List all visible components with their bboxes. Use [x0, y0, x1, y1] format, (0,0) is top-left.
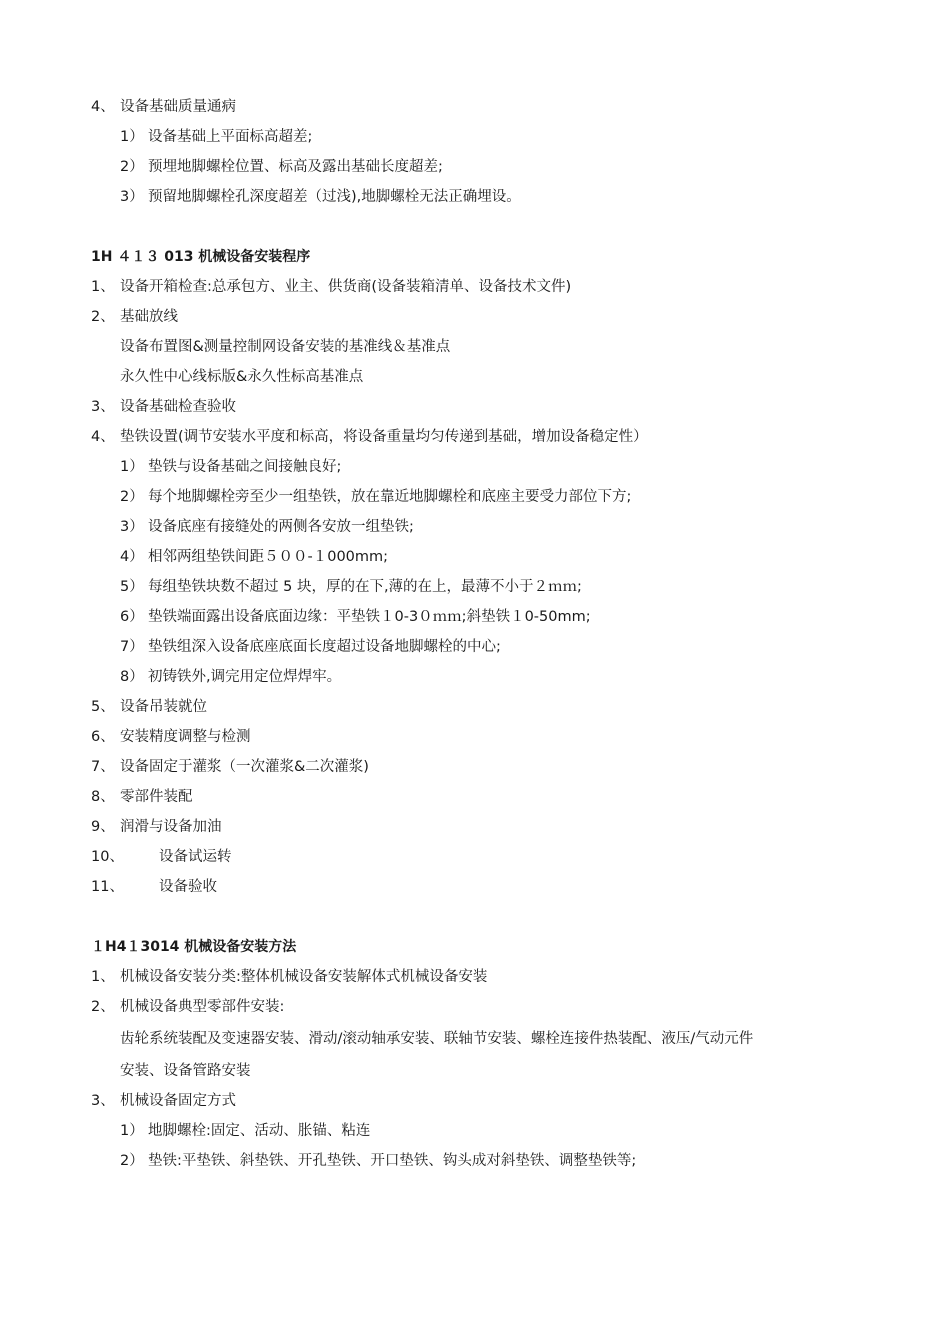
- list-text: 润滑与设备加油: [120, 819, 222, 835]
- list-number: 2、: [91, 309, 115, 325]
- list-number: 7）: [120, 639, 144, 655]
- list-text: 设备底座有接缝处的两侧各安放一组垫铁;: [148, 519, 414, 535]
- list-number: 6）: [120, 609, 144, 625]
- list-text: 垫铁组深入设备底座底面长度超过设备地脚螺栓的中心;: [148, 639, 501, 655]
- list-number: 9、: [91, 819, 115, 835]
- list-text: 预留地脚螺栓孔深度超差（过浅),地脚螺栓无法正确埋设。: [148, 189, 521, 205]
- list-item: [120, 517, 414, 537]
- list-number: 1、: [91, 279, 115, 295]
- list-item: [120, 637, 501, 657]
- list-text: 机械设备典型零部件安装:: [120, 999, 285, 1015]
- section-heading: 1H ４１３ 013 机械设备安装程序: [91, 249, 311, 265]
- list-item: [91, 727, 251, 747]
- list-text: 每组垫铁块数不超过 5 块，厚的在下,薄的在上，最薄不小于２ｍｍ;: [148, 579, 582, 595]
- list-number: 5）: [120, 579, 144, 595]
- paragraph-line: 设备布置图&测量控制网设备安装的基准线＆基准点: [120, 339, 451, 355]
- list-number: 1）: [120, 129, 144, 145]
- list-item: [120, 1121, 370, 1141]
- list-text: 垫铁设置(调节安装水平度和标高，将设备重量均匀传递到基础，增加设备稳定性）: [120, 429, 648, 445]
- list-item: [120, 667, 341, 687]
- paragraph-line: 齿轮系统装配及变速器安装、滑动/滚动轴承安装、联轴节安装、螺栓连接件热装配、液压/气动元件: [120, 1031, 754, 1047]
- list-item: [91, 787, 193, 807]
- list-item: [120, 457, 341, 477]
- list-number: 5、: [91, 699, 115, 715]
- list-item: [120, 187, 521, 207]
- list-item: [91, 847, 232, 867]
- list-item: [120, 157, 443, 177]
- list-number: 2、: [91, 999, 115, 1015]
- list-text: 垫铁与设备基础之间接触良好;: [148, 459, 342, 475]
- paragraph-line: 永久性中心线标版&永久性标高基准点: [120, 369, 364, 385]
- list-text: 地脚螺栓:固定、活动、胀锚、粘连: [148, 1123, 371, 1139]
- list-item: [91, 277, 571, 297]
- list-item: [91, 877, 217, 897]
- list-number: 8、: [91, 789, 115, 805]
- list-item: [120, 487, 631, 507]
- list-number: 8）: [120, 669, 144, 685]
- list-number: 7、: [91, 759, 115, 775]
- list-item: [120, 127, 312, 147]
- list-text: 机械设备固定方式: [120, 1093, 236, 1109]
- list-text: 设备吊装就位: [120, 699, 207, 715]
- section4-title: [91, 97, 236, 117]
- list-text: 初铸铁外,调完用定位焊焊牢。: [148, 669, 342, 685]
- list-number: 10、: [91, 849, 124, 865]
- list-number: 2）: [120, 159, 144, 175]
- list-number: 11、: [91, 879, 124, 895]
- list-number: 1）: [120, 1123, 144, 1139]
- section-heading: １H4１3014 机械设备安装方法: [91, 939, 297, 955]
- list-item: [91, 967, 487, 987]
- list-number: 1、: [91, 969, 115, 985]
- list-number: 4、: [91, 99, 115, 115]
- list-number: 4）: [120, 549, 144, 565]
- list-item: [120, 547, 388, 567]
- list-number: 2）: [120, 1153, 144, 1169]
- list-text: 设备基础质量通病: [120, 99, 236, 115]
- list-text: 设备固定于灌浆（一次灌浆&二次灌浆): [120, 759, 369, 775]
- list-text: 零部件装配: [120, 789, 193, 805]
- list-text: 预埋地脚螺栓位置、标高及露出基础长度超差;: [148, 159, 443, 175]
- list-text: 相邻两组垫铁间距５００-１000mm;: [148, 549, 389, 565]
- list-item: [120, 577, 582, 597]
- list-number: 6、: [91, 729, 115, 745]
- list-item: [91, 697, 207, 717]
- list-text: 设备试运转: [159, 849, 232, 865]
- list-number: 4、: [91, 429, 115, 445]
- list-number: 2）: [120, 489, 144, 505]
- list-item: [91, 397, 236, 417]
- list-text: 设备开箱检查:总承包方、业主、供货商(设备装箱清单、设备技术文件): [120, 279, 572, 295]
- list-item: [91, 427, 648, 447]
- list-item: [120, 607, 591, 627]
- list-text: 安装精度调整与检测: [120, 729, 251, 745]
- list-text: 垫铁:平垫铁、斜垫铁、开孔垫铁、开口垫铁、钩头成对斜垫铁、调整垫铁等;: [148, 1153, 637, 1169]
- paragraph-line: 安装、设备管路安装: [120, 1063, 251, 1079]
- list-item: [91, 1091, 236, 1111]
- list-text: 设备验收: [159, 879, 217, 895]
- list-number: 3、: [91, 1093, 115, 1109]
- list-item: [91, 997, 284, 1017]
- list-item: [91, 307, 178, 327]
- list-number: 3）: [120, 189, 144, 205]
- list-number: 3）: [120, 519, 144, 535]
- list-text: 机械设备安装分类:整体机械设备安装解体式机械设备安装: [120, 969, 488, 985]
- list-item: [120, 1151, 636, 1171]
- list-text: 每个地脚螺栓旁至少一组垫铁，放在靠近地脚螺栓和底座主要受力部位下方;: [148, 489, 632, 505]
- list-item: [91, 817, 222, 837]
- list-number: 3、: [91, 399, 115, 415]
- list-item: [91, 757, 369, 777]
- list-text: 垫铁端面露出设备底面边缘：平垫铁１0-3０ｍｍ;斜垫铁１0-50mm;: [148, 609, 591, 625]
- list-number: 1）: [120, 459, 144, 475]
- list-text: 设备基础检查验收: [120, 399, 236, 415]
- list-text: 设备基础上平面标高超差;: [148, 129, 313, 145]
- list-text: 基础放线: [120, 309, 178, 325]
